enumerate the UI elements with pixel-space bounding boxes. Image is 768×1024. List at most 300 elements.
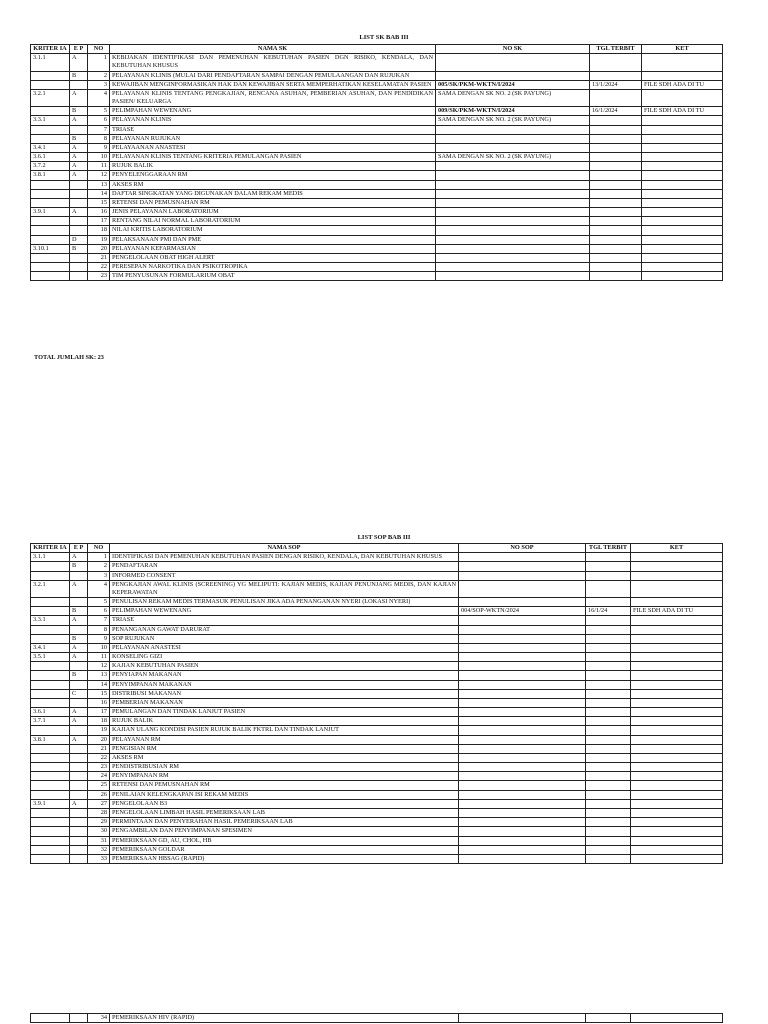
tgl-cell	[586, 799, 631, 808]
ket-cell	[631, 708, 723, 717]
sk-table-body	[31, 54, 723, 281]
ket-cell	[631, 763, 723, 772]
kriteria-cell	[31, 680, 70, 689]
nama-cell: PENILAIAN KELENGKAPAN ISI REKAM MEDIS	[110, 790, 459, 799]
ep-cell	[70, 80, 88, 89]
nomor-cell	[459, 643, 586, 652]
ket-cell	[631, 625, 723, 634]
tgl-cell	[590, 116, 642, 125]
ket-cell	[631, 854, 723, 863]
kriteria-cell: 3.7.1	[31, 717, 70, 726]
kriteria-cell	[31, 180, 70, 189]
tgl-cell	[590, 171, 642, 180]
kriteria-cell: 3.6.1	[31, 153, 70, 162]
no-cell: 20	[88, 735, 110, 744]
kriteria-cell	[31, 726, 70, 735]
no-cell: 26	[88, 790, 110, 799]
ep-cell: A	[70, 653, 88, 662]
table-row	[31, 671, 723, 680]
sop-table-continued-body	[31, 1014, 723, 1023]
tgl-cell	[586, 671, 631, 680]
tgl-cell	[586, 553, 631, 562]
nama-cell: PELAYANAN KLINIS TENTANG PENGKAJIAN, RENCANA ASUHAN, PEMBERIAN ASUHAN, DAN PENDIDIKAN PASIEN/ KELUARGA	[110, 89, 436, 106]
ket-cell	[631, 562, 723, 571]
table-row	[31, 263, 723, 272]
ket-cell	[642, 54, 723, 71]
nama-cell: NILAI KRITIS LABORATORIUM	[110, 226, 436, 235]
ket-cell	[642, 198, 723, 207]
ket-cell	[642, 180, 723, 189]
ket-cell	[631, 634, 723, 643]
no-cell: 11	[88, 653, 110, 662]
nomor-cell	[459, 827, 586, 836]
no-cell: 22	[88, 263, 110, 272]
nomor-cell	[459, 671, 586, 680]
kriteria-cell	[31, 781, 70, 790]
ep-cell: A	[70, 643, 88, 652]
nomor-cell	[459, 562, 586, 571]
ket-cell	[642, 263, 723, 272]
table-row	[31, 198, 723, 207]
nomor-cell	[436, 253, 590, 262]
nomor-cell	[436, 208, 590, 217]
nama-cell: PEMERIKSAAN GOLDAR	[110, 845, 459, 854]
kriteria-cell	[31, 836, 70, 845]
no-cell: 19	[88, 235, 110, 244]
nama-cell: PENYIMPANAN MAKANAN	[110, 680, 459, 689]
nomor-cell	[459, 689, 586, 698]
ep-cell	[70, 217, 88, 226]
nama-cell: JENIS PELAYANAN LABORATORIUM	[110, 208, 436, 217]
ep-cell: A	[70, 171, 88, 180]
ep-cell: A	[70, 208, 88, 217]
ket-cell	[631, 735, 723, 744]
table-row	[31, 735, 723, 744]
nomor-cell	[436, 226, 590, 235]
no-cell: 34	[88, 1014, 110, 1023]
no-cell: 10	[88, 643, 110, 652]
tgl-cell	[586, 653, 631, 662]
table-row	[31, 643, 723, 652]
kriteria-cell	[31, 763, 70, 772]
tgl-cell	[586, 744, 631, 753]
nomor-cell	[436, 198, 590, 207]
ket-cell	[631, 1014, 723, 1023]
nama-cell: PENGELOLAAN OBAT HIGH ALERT	[110, 253, 436, 262]
nama-cell: KEWAJIBAN MENGINFORMASIKAN HAK DAN KEWAJIBAN SERTA MEMPERHATIKAN KESELAMATAN PASIEN	[110, 80, 436, 89]
ket-cell	[631, 553, 723, 562]
ep-cell: A	[70, 89, 88, 106]
no-cell: 7	[88, 616, 110, 625]
nama-cell: AKSES RM	[110, 753, 459, 762]
ket-cell	[631, 799, 723, 808]
tgl-cell: 16/1/2024	[590, 107, 642, 116]
tgl-cell	[586, 689, 631, 698]
tgl-cell	[586, 772, 631, 781]
nama-cell: PELAKSANAAN PMI DAN PME	[110, 235, 436, 244]
nama-cell: RUJUK BALIK	[110, 162, 436, 171]
sk-header-tgl: TGL TERBIT	[590, 45, 642, 54]
kriteria-cell	[31, 625, 70, 634]
kriteria-cell: 3.1.1	[31, 553, 70, 562]
no-cell: 5	[88, 107, 110, 116]
no-cell: 12	[88, 662, 110, 671]
tgl-cell	[590, 134, 642, 143]
table-row	[31, 171, 723, 180]
ep-cell	[70, 854, 88, 863]
nomor-cell	[436, 217, 590, 226]
kriteria-cell	[31, 854, 70, 863]
nama-cell: SOP RUJUKAN	[110, 634, 459, 643]
ep-cell: B	[70, 134, 88, 143]
kriteria-cell: 3.10.1	[31, 244, 70, 253]
nomor-cell	[459, 790, 586, 799]
ep-cell: D	[70, 235, 88, 244]
tgl-cell	[590, 71, 642, 80]
no-cell: 29	[88, 818, 110, 827]
nomor-cell	[436, 263, 590, 272]
no-cell: 23	[88, 272, 110, 281]
ep-cell	[70, 625, 88, 634]
tgl-cell	[590, 180, 642, 189]
no-cell: 21	[88, 744, 110, 753]
ep-cell: A	[70, 153, 88, 162]
tgl-cell	[586, 753, 631, 762]
ep-cell	[70, 763, 88, 772]
kriteria-cell	[31, 263, 70, 272]
kriteria-cell	[31, 226, 70, 235]
nomor-cell	[436, 189, 590, 198]
nomor-cell	[459, 598, 586, 607]
nomor-cell	[436, 272, 590, 281]
nomor-cell	[459, 634, 586, 643]
table-row	[31, 571, 723, 580]
nomor-cell	[436, 134, 590, 143]
ep-cell	[70, 726, 88, 735]
nama-cell: RENTANG NILAI NORMAL LABORATORIUM	[110, 217, 436, 226]
ep-cell: A	[70, 616, 88, 625]
tgl-cell	[586, 643, 631, 652]
table-row	[31, 107, 723, 116]
no-cell: 19	[88, 726, 110, 735]
ket-cell	[642, 217, 723, 226]
ket-cell	[631, 698, 723, 707]
no-cell: 13	[88, 180, 110, 189]
sop-table	[30, 543, 723, 864]
no-cell: 13	[88, 671, 110, 680]
table-row	[31, 253, 723, 262]
sk-header-row	[31, 45, 723, 54]
nomor-cell: SAMA DENGAN SK NO. 2 (SK PAYUNG)	[436, 116, 590, 125]
kriteria-cell: 3.4.1	[31, 143, 70, 152]
no-cell: 2	[88, 562, 110, 571]
nomor-cell	[436, 171, 590, 180]
ket-cell	[642, 171, 723, 180]
kriteria-cell: 3.6.1	[31, 708, 70, 717]
nama-cell: PENGKAJIAN AWAL KLINIS (SCREENING) YG MELIPUTI: KAJIAN MEDIS, KAJIAN PENUNJANG MEDIS, DAN KAJIAN KEPERAWATAN	[110, 580, 459, 597]
no-cell: 1	[88, 553, 110, 562]
tgl-cell	[590, 263, 642, 272]
nomor-cell	[459, 616, 586, 625]
nama-cell: INFORMED CONSENT	[110, 571, 459, 580]
ket-cell	[631, 753, 723, 762]
nomor-cell	[459, 653, 586, 662]
nama-cell: PELAYANAN RM	[110, 735, 459, 744]
nama-cell: PELAYANAN KLINIS (MULAI DARI PENDAFTARAN SAMPAI DENGAN PEMULAANGAN DAN RUJUKAN	[110, 71, 436, 80]
tgl-cell	[586, 598, 631, 607]
table-row	[31, 827, 723, 836]
table-row	[31, 799, 723, 808]
nama-cell: PENGELOLAAN LIMBAH HASIL PEMERIKSAAN LAB	[110, 808, 459, 817]
table-row	[31, 116, 723, 125]
table-row	[31, 153, 723, 162]
tgl-cell	[586, 698, 631, 707]
tgl-cell	[586, 634, 631, 643]
nomor-cell	[459, 717, 586, 726]
table-row	[31, 753, 723, 762]
kriteria-cell	[31, 689, 70, 698]
kriteria-cell	[31, 253, 70, 262]
ep-cell: A	[70, 799, 88, 808]
kriteria-cell: 3.9.1	[31, 799, 70, 808]
no-cell: 4	[88, 89, 110, 106]
nomor-cell	[459, 1014, 586, 1023]
ket-cell	[631, 818, 723, 827]
tgl-cell	[586, 625, 631, 634]
table-row	[31, 143, 723, 152]
ep-cell: A	[70, 717, 88, 726]
nomor-cell	[459, 680, 586, 689]
nomor-cell	[459, 808, 586, 817]
ket-cell	[631, 571, 723, 580]
ket-cell	[631, 580, 723, 597]
nomor-cell	[459, 580, 586, 597]
tgl-cell	[590, 54, 642, 71]
nomor-cell	[436, 244, 590, 253]
nama-cell: TRIASE	[110, 125, 436, 134]
tgl-cell	[586, 763, 631, 772]
nama-cell: PEMERIKSAAN GD, AU, CHOL, HB	[110, 836, 459, 845]
nomor-cell: 009/SK/PKM-WKTN/I/2024	[436, 107, 590, 116]
nomor-cell	[459, 708, 586, 717]
nomor-cell	[459, 772, 586, 781]
table-row	[31, 808, 723, 817]
table-row	[31, 208, 723, 217]
ket-cell	[631, 744, 723, 753]
kriteria-cell: 3.5.1	[31, 653, 70, 662]
table-row	[31, 625, 723, 634]
table-row	[31, 244, 723, 253]
tgl-cell	[586, 571, 631, 580]
no-cell: 16	[88, 208, 110, 217]
kriteria-cell	[31, 80, 70, 89]
no-cell: 15	[88, 689, 110, 698]
kriteria-cell: 3.2.1	[31, 580, 70, 597]
no-cell: 18	[88, 717, 110, 726]
ep-cell	[70, 263, 88, 272]
ket-cell	[642, 125, 723, 134]
tgl-cell	[590, 89, 642, 106]
no-cell: 21	[88, 253, 110, 262]
nomor-cell	[436, 143, 590, 152]
nama-cell: PEMULANGAN DAN TINDAK LANJUT PASIEN	[110, 708, 459, 717]
ket-cell	[642, 253, 723, 262]
nomor-cell	[459, 553, 586, 562]
tgl-cell	[590, 272, 642, 281]
sk-header-ep: E P	[70, 45, 88, 54]
table-row	[31, 790, 723, 799]
table-row	[31, 680, 723, 689]
ep-cell	[70, 753, 88, 762]
sk-header-no: NO	[88, 45, 110, 54]
ep-cell	[70, 790, 88, 799]
tgl-cell: 16/1/24	[586, 607, 631, 616]
sop-header-tgl: TGL TERBIT	[586, 544, 631, 553]
kriteria-cell: 3.9.1	[31, 208, 70, 217]
ket-cell	[631, 662, 723, 671]
tgl-cell	[590, 143, 642, 152]
table-row	[31, 80, 723, 89]
tgl-cell	[586, 708, 631, 717]
nama-cell: PELIMPAHAN WEWENANG	[110, 607, 459, 616]
kriteria-cell	[31, 272, 70, 281]
no-cell: 31	[88, 836, 110, 845]
nama-cell: PELAYAANAN ANASTESI	[110, 143, 436, 152]
kriteria-cell	[31, 808, 70, 817]
nama-cell: RETENSI DAN PEMUSNAHAN RM	[110, 198, 436, 207]
ep-cell: C	[70, 689, 88, 698]
no-cell: 5	[88, 598, 110, 607]
sk-table	[30, 44, 723, 281]
kriteria-cell	[31, 235, 70, 244]
nomor-cell	[436, 235, 590, 244]
kriteria-cell	[31, 189, 70, 198]
nama-cell: PENULISAN REKAM MEDIS TERMASUK PENULISAN JIKA ADA PENANGANAN NYERI (LOKASI NYERI)	[110, 598, 459, 607]
nomor-cell	[459, 698, 586, 707]
tgl-cell	[586, 827, 631, 836]
tgl-cell	[586, 790, 631, 799]
ep-cell	[70, 845, 88, 854]
kriteria-cell	[31, 671, 70, 680]
ep-cell	[70, 571, 88, 580]
ep-cell: A	[70, 116, 88, 125]
table-row	[31, 189, 723, 198]
table-row	[31, 89, 723, 106]
nama-cell: PELAYANAN KLINIS	[110, 116, 436, 125]
nomor-cell	[459, 799, 586, 808]
sop-header-ket: KET	[631, 544, 723, 553]
table-row	[31, 54, 723, 71]
nama-cell: PENGAMBILAN DAN PENYIMPANAN SPESIMEN	[110, 827, 459, 836]
ep-cell: A	[70, 162, 88, 171]
nama-cell: PENANGANAN GAWAT DARURAT	[110, 625, 459, 634]
nama-cell: PENDISTRIBUSIAN RM	[110, 763, 459, 772]
table-row	[31, 818, 723, 827]
ket-cell	[642, 272, 723, 281]
tgl-cell	[586, 836, 631, 845]
kriteria-cell	[31, 134, 70, 143]
sop-list-title: LIST SOP BAB III	[357, 534, 411, 541]
no-cell: 24	[88, 772, 110, 781]
kriteria-cell	[31, 71, 70, 80]
table-row	[31, 689, 723, 698]
sop-table-body	[31, 553, 723, 864]
nama-cell: PEMERIKSAAN HIV (RAPID)	[110, 1014, 459, 1023]
ket-cell	[642, 153, 723, 162]
nomor-cell: 004/SOP-WKTN/2024	[459, 607, 586, 616]
ket-cell	[642, 189, 723, 198]
nomor-cell	[436, 162, 590, 171]
tgl-cell	[590, 253, 642, 262]
ket-cell	[642, 143, 723, 152]
nama-cell: PEMERIKSAAN HBSAG (RAPID)	[110, 854, 459, 863]
ep-cell	[70, 744, 88, 753]
nomor-cell	[459, 753, 586, 762]
nomor-cell	[459, 854, 586, 863]
ket-cell	[631, 598, 723, 607]
ep-cell	[70, 680, 88, 689]
kriteria-cell	[31, 598, 70, 607]
ep-cell	[70, 808, 88, 817]
nama-cell: KONSELING GIZI	[110, 653, 459, 662]
kriteria-cell	[31, 1014, 70, 1023]
nama-cell: PENYIMPANAN RM	[110, 772, 459, 781]
no-cell: 2	[88, 71, 110, 80]
table-row	[31, 580, 723, 597]
ket-cell	[642, 134, 723, 143]
table-row	[31, 553, 723, 562]
kriteria-cell	[31, 744, 70, 753]
no-cell: 4	[88, 580, 110, 597]
ket-cell	[642, 162, 723, 171]
nomor-cell	[459, 845, 586, 854]
table-row	[31, 653, 723, 662]
no-cell: 17	[88, 708, 110, 717]
nama-cell: TRIASE	[110, 616, 459, 625]
ep-cell	[70, 818, 88, 827]
ket-cell	[631, 808, 723, 817]
table-row	[31, 698, 723, 707]
nomor-cell	[459, 763, 586, 772]
nomor-cell	[436, 71, 590, 80]
no-cell: 30	[88, 827, 110, 836]
no-cell: 9	[88, 634, 110, 643]
nama-cell: TIM PENYUSUNAN FORMULARIUM OBAT	[110, 272, 436, 281]
table-row	[31, 662, 723, 671]
nama-cell: PELIMPAHAN WEWENANG	[110, 107, 436, 116]
ep-cell	[70, 781, 88, 790]
tgl-cell	[590, 244, 642, 253]
nama-cell: PENGELOLAAN B3	[110, 799, 459, 808]
kriteria-cell	[31, 562, 70, 571]
kriteria-cell	[31, 772, 70, 781]
nama-cell: RETENSI DAN PEMUSNAHAN RM	[110, 781, 459, 790]
no-cell: 32	[88, 845, 110, 854]
ket-cell	[631, 616, 723, 625]
ep-cell	[70, 253, 88, 262]
sop-header-kriteria: KRITER IA	[31, 544, 70, 553]
nomor-cell	[436, 54, 590, 71]
tgl-cell	[590, 153, 642, 162]
kriteria-cell	[31, 753, 70, 762]
ep-cell	[70, 226, 88, 235]
sop-table-continued	[30, 1013, 723, 1023]
kriteria-cell: 3.2.1	[31, 89, 70, 106]
tgl-cell	[586, 616, 631, 625]
sk-header-nama: NAMA SK	[110, 45, 436, 54]
ket-cell	[631, 680, 723, 689]
table-row	[31, 744, 723, 753]
